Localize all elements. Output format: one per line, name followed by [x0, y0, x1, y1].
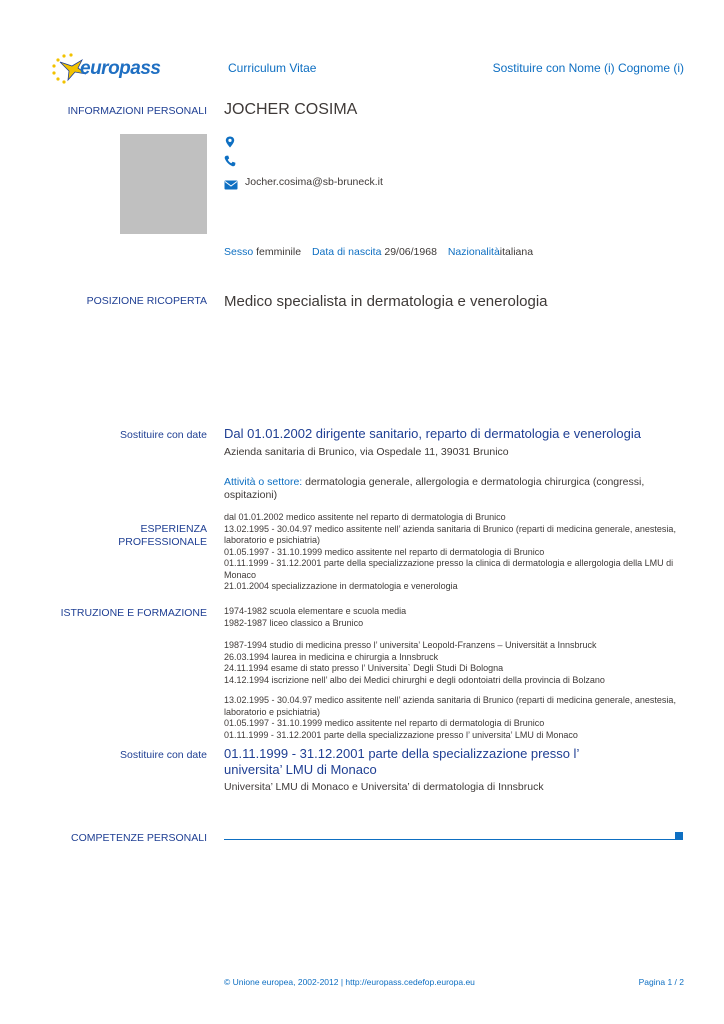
phone-icon: [224, 154, 236, 172]
education-line: 01.05.1997 - 31.10.1999 medico assitente nel reparto di dermatologia di Brunico: [224, 718, 545, 728]
section-label-skills: COMPETENZE PERSONALI: [71, 832, 207, 844]
sex-label: Sesso: [224, 246, 254, 258]
education-line: 26.03.1994 laurea in medicina e chirurgia a Innsbruck: [224, 651, 439, 662]
experience-line: laboratorio e psichiatria): [224, 535, 321, 545]
section-divider: [224, 839, 676, 840]
photo-placeholder: [120, 134, 207, 234]
experience-line: 13.02.1995 - 30.04.97 medico assitente nell’ azienda sanitaria di Brunico (reparti di medicina generale, anestesia,: [224, 523, 676, 534]
logo-text: europass: [80, 58, 161, 79]
job2-title-line2: universita’ LMU di Monaco: [224, 762, 377, 777]
experience-label-line1: ESPERIENZA: [140, 523, 207, 535]
education-line: 13.02.1995 - 30.04.97 medico assitente nell’ azienda sanitaria di Brunico (reparti di medicina generale, anestesia,: [224, 695, 676, 705]
job1-sector-label: Attività o settore:: [224, 476, 303, 488]
experience-line: 21.01.2004 specializzazione in dermatologia e venerologia: [224, 581, 458, 591]
education-block-3: [224, 695, 694, 741]
location-icon-graphic: [224, 136, 236, 148]
job1-employer: Azienda sanitaria di Brunico, via Ospedale 11, 39031 Brunico: [224, 446, 509, 458]
email-address[interactable]: Jocher.cosima@sb-bruneck.it: [245, 176, 383, 188]
job1-sector-line2: ospitazioni): [224, 489, 278, 501]
experience-label-line2: PROFESSIONALE: [118, 536, 207, 548]
section-label-position: POSIZIONE RICOPERTA: [86, 295, 207, 307]
name-placeholder: Sostituire con Nome (i) Cognome (i): [492, 61, 684, 75]
person-name: JOCHER COSIMA: [224, 101, 358, 118]
education-line: 24.11.1994 esame di stato presso l’ Universita` Degli Studi Di Bologna: [224, 663, 504, 673]
birth-value: 29/06/1968: [384, 246, 437, 258]
experience-line: Monaco: [224, 569, 257, 580]
sex-value: femminile: [256, 246, 302, 258]
job1-date-label: Sostituire con date: [120, 429, 207, 441]
birth-label: Data di nascita: [311, 246, 382, 258]
education-block-2: [224, 640, 694, 686]
section-label-personal: INFORMAZIONI PERSONALI: [67, 105, 207, 117]
doc-type-label: Curriculum Vitae: [228, 61, 317, 75]
education-line: 14.12.1994 iscrizione nell’ albo dei Medici chirurghi e degli odontoiatri della provincia di Bolzano: [224, 674, 605, 685]
education-line: 1982-1987 liceo classico a Brunico: [224, 617, 364, 628]
education-line: 1974-1982 scuola elementare e scuola media: [224, 606, 407, 616]
job2-title: [224, 746, 579, 778]
position-value: Medico specialista in dermatologia e venerologia: [224, 293, 548, 310]
experience-line: 01.05.1997 - 31.10.1999 medico assitente nel reparto di dermatologia di Brunico: [224, 546, 545, 557]
job2-title-line1: 01.11.1999 - 31.12.2001 parte della specializzazione presso l’: [224, 746, 580, 761]
job1-sector-line1: dermatologia generale, allergologia e dermatologia chirurgica (congressi,: [305, 476, 645, 488]
nationality-label: Nazionalità: [447, 246, 500, 258]
section-label-education: ISTRUZIONE E FORMAZIONE: [60, 607, 207, 619]
experience-line: dal 01.01.2002 medico assitente nel reparto di dermatologia di Brunico: [224, 512, 506, 522]
phone-icon-graphic: [224, 155, 236, 167]
job1-title: Dal 01.01.2002 dirigente sanitario, reparto di dermatologia e venerologia: [224, 426, 641, 441]
job2-date-label: Sostituire con date: [120, 749, 207, 761]
email-icon-graphic: [224, 180, 238, 190]
section-divider-marker: [675, 832, 683, 840]
personal-details-line: [224, 246, 533, 259]
email-icon: [224, 177, 238, 195]
nationality-value: italiana: [499, 246, 534, 258]
education-line: 01.11.1999 - 31.12.2001 parte della specializzazione presso l’ universita’ LMU di Monaco: [224, 729, 578, 740]
experience-line: 01.11.1999 - 31.12.2001 parte della specializzazione presso la clinica di dermatologia e allergologia della LMU di: [224, 558, 674, 568]
section-label-experience: [118, 523, 207, 549]
experience-list: [224, 512, 694, 593]
footer-page-number: Pagina 1 / 2: [638, 977, 684, 987]
education-block-1: [224, 606, 694, 629]
education-line: 1987-1994 studio di medicina presso l’ universita’ Leopold-Franzens – Universität a Innsbruck: [224, 640, 597, 650]
education-line: laboratorio e psichiatria): [224, 706, 321, 717]
job2-employer: Universita’ LMU di Monaco e Universita’ di dermatologia di Innsbruck: [224, 781, 544, 793]
job1-sector: [224, 476, 684, 502]
europass-logo: [48, 52, 161, 86]
footer-copyright[interactable]: © Unione europea, 2002-2012 | http://europass.cedefop.europa.eu: [224, 977, 475, 987]
location-icon: [224, 135, 236, 153]
